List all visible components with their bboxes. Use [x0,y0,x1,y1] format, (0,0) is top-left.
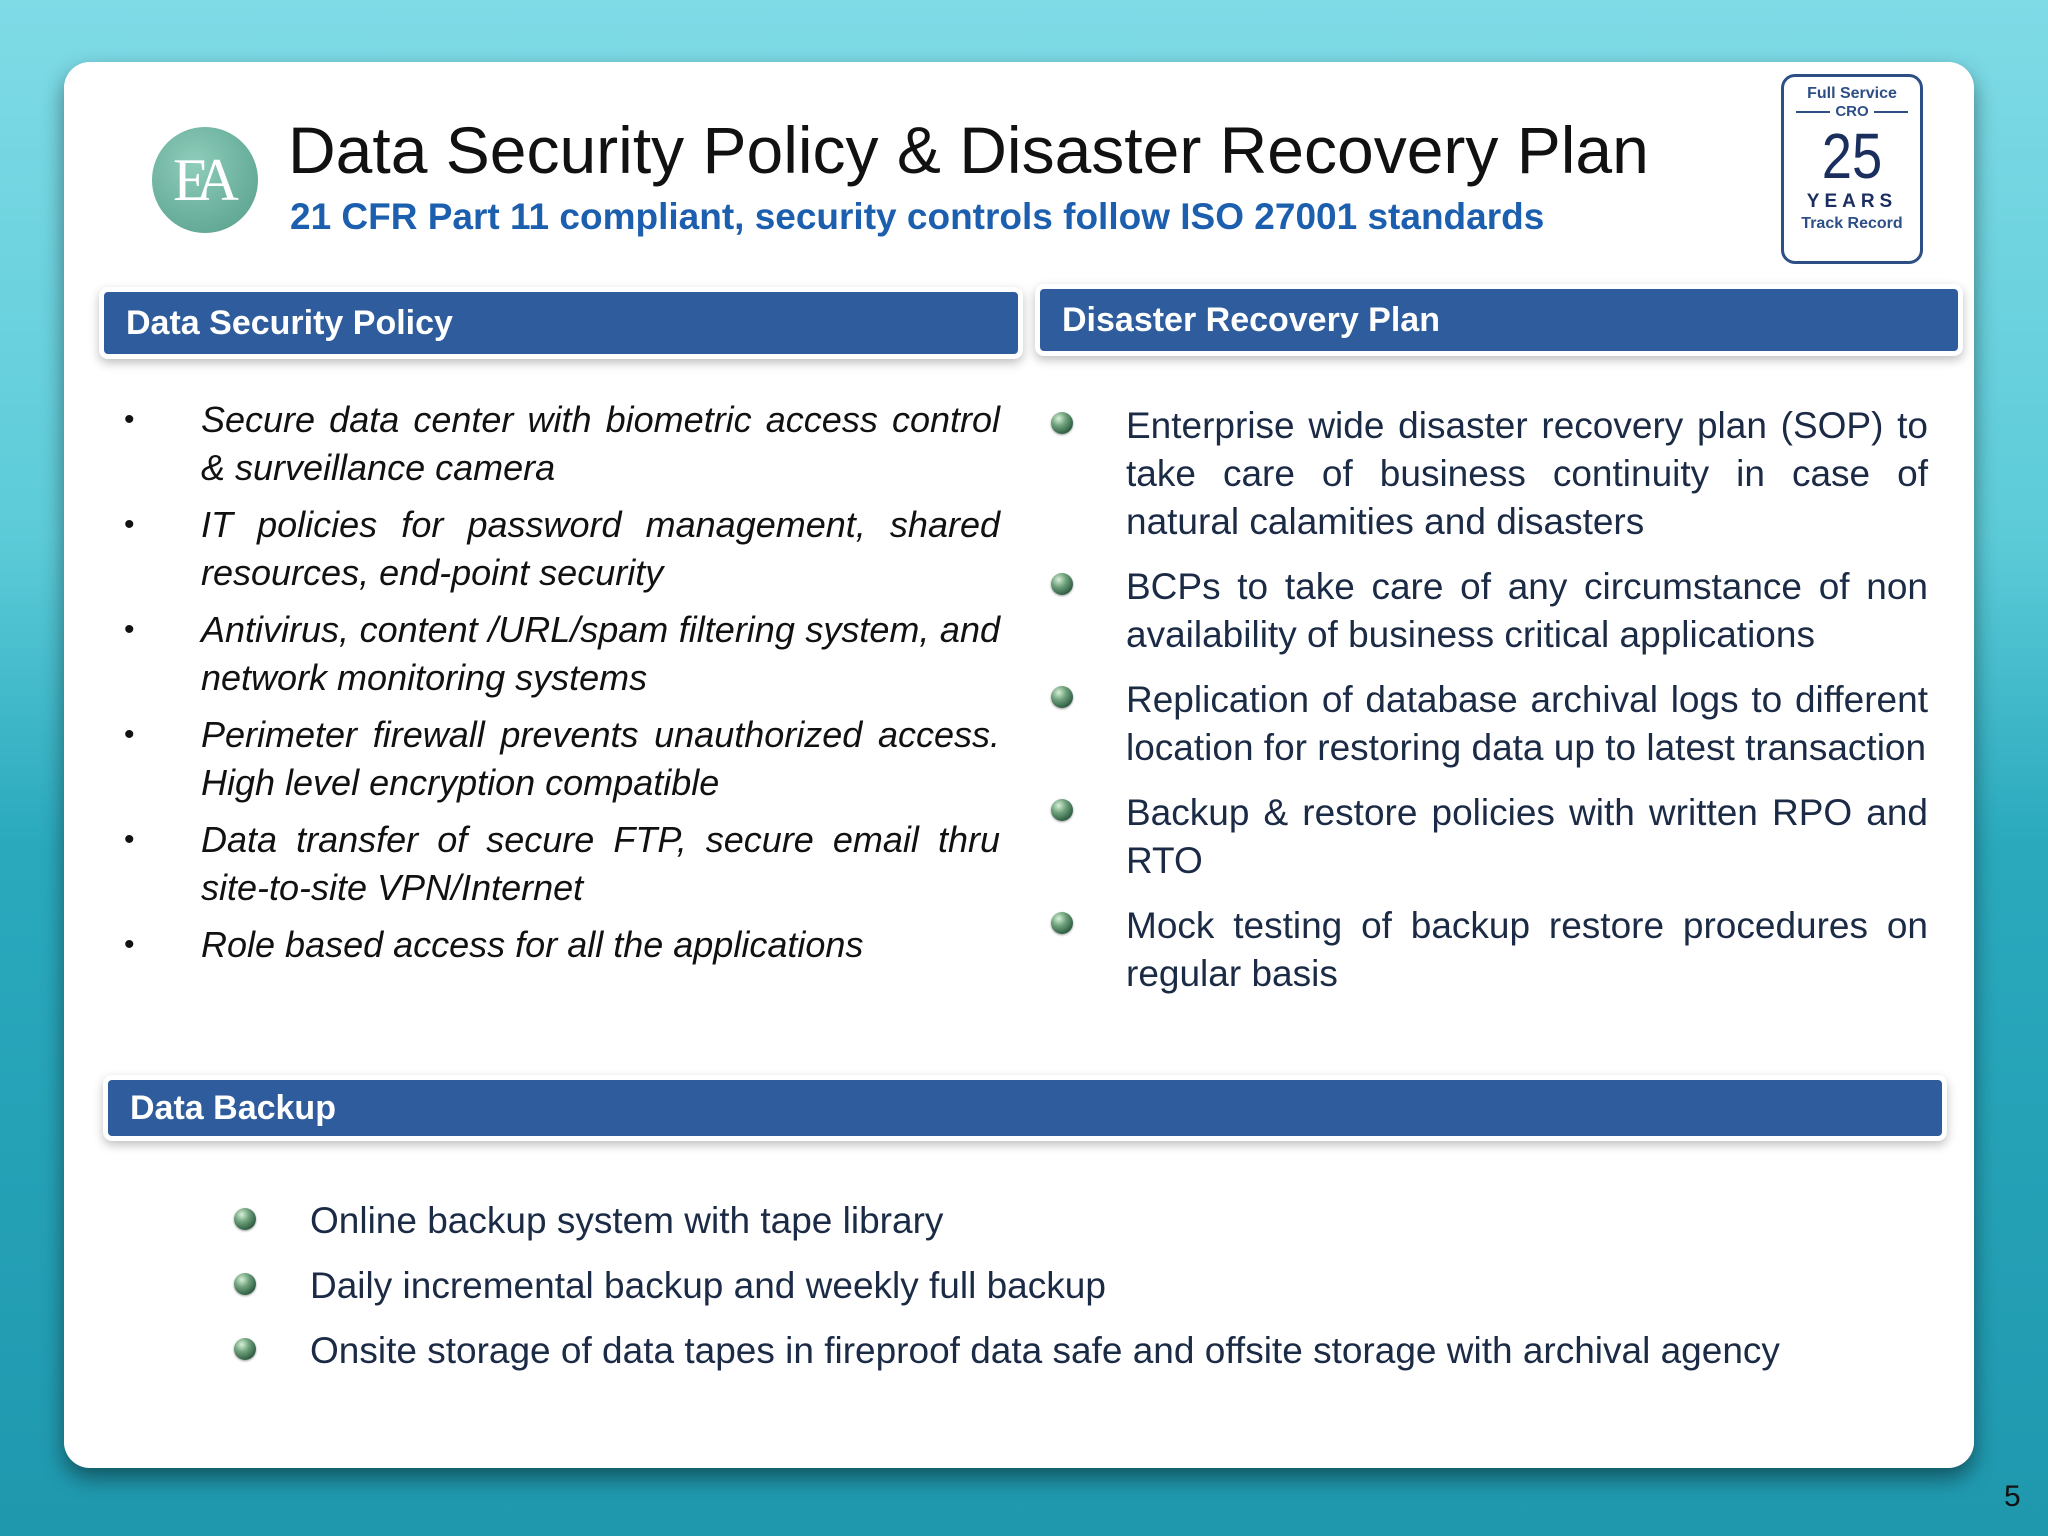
list-item-text: IT policies for password management, shared resources, end-point security [201,504,1000,593]
sphere-bullet-icon [234,1273,256,1295]
list-item-text: Daily incremental backup and weekly full backup [310,1265,1106,1306]
badge-number: 25 [1821,120,1883,192]
bullet-dot-icon: • [124,403,135,436]
sphere-bullet-icon [1051,799,1073,821]
list-item [120,396,1000,492]
company-logo [152,127,258,233]
sphere-bullet-icon [1051,686,1073,708]
list-item [120,606,1000,702]
list-item-text: Role based access for all the applications [201,924,864,965]
data-security-policy-list [120,396,1000,978]
list-item-text: Online backup system with tape library [310,1200,944,1241]
list-item-text: Backup & restore policies with written RPO and RTO [1126,792,1928,881]
list-item [120,711,1000,807]
badge-track-text: Track Record [1801,215,1903,232]
years-badge [1781,74,1923,264]
list-item [1046,563,1928,659]
list-item [120,816,1000,912]
bullet-dot-icon: • [124,928,135,961]
sphere-bullet-icon [234,1338,256,1360]
sphere-bullet-icon [1051,412,1073,434]
page-title: Data Security Policy & Disaster Recovery Plan [288,113,1649,187]
list-item [232,1326,1832,1376]
disaster-recovery-plan-list [1046,402,1928,1015]
list-item [1046,402,1928,546]
bullet-dot-icon: • [124,613,135,646]
list-item [1046,902,1928,998]
logo-text: EA [173,146,225,213]
data-backup-list [232,1196,1832,1391]
bullet-dot-icon: • [124,823,135,856]
list-item [1046,676,1928,772]
section-header-disaster-recovery-plan: Disaster Recovery Plan [1040,289,1958,351]
list-item-text: Enterprise wide disaster recovery plan (SOP) to take care of business continuity in case of natural calamities and disasters [1126,405,1928,542]
badge-years-text: YEARS [1806,191,1898,212]
sphere-bullet-icon [1051,912,1073,934]
list-item-text: Onsite storage of data tapes in fireproof data safe and offsite storage with archival agency [310,1330,1780,1371]
list-item-text: Secure data center with biometric access control & surveillance camera [201,399,1000,488]
section-header-data-security-policy: Data Security Policy [104,292,1018,354]
list-item [120,501,1000,597]
list-item [1046,789,1928,885]
list-item-text: Mock testing of backup restore procedures on regular basis [1126,905,1928,994]
list-item-text: Perimeter firewall prevents unauthorized access. High level encryption compatible [201,714,1000,803]
list-item [232,1261,1832,1311]
list-item-text: Data transfer of secure FTP, secure email thru site-to-site VPN/Internet [201,819,1000,908]
section-header-data-backup: Data Backup [108,1080,1942,1136]
badge-top-text: Full Service [1807,85,1897,102]
page-number: 5 [2004,1480,2021,1513]
list-item-text: Antivirus, content /URL/spam filtering system, and network monitoring systems [201,609,1000,698]
sphere-bullet-icon [234,1208,256,1230]
bullet-dot-icon: • [124,718,135,751]
list-item-text: BCPs to take care of any circumstance of non availability of business critical applications [1126,566,1928,655]
list-item [232,1196,1832,1246]
list-item [120,921,1000,969]
sphere-bullet-icon [1051,573,1073,595]
badge-cro-text: CRO [1784,103,1920,121]
bullet-dot-icon: • [124,508,135,541]
page-subtitle: 21 CFR Part 11 compliant, security controls follow ISO 27001 standards [290,196,1545,237]
list-item-text: Replication of database archival logs to different location for restoring data up to latest transaction [1126,679,1928,768]
